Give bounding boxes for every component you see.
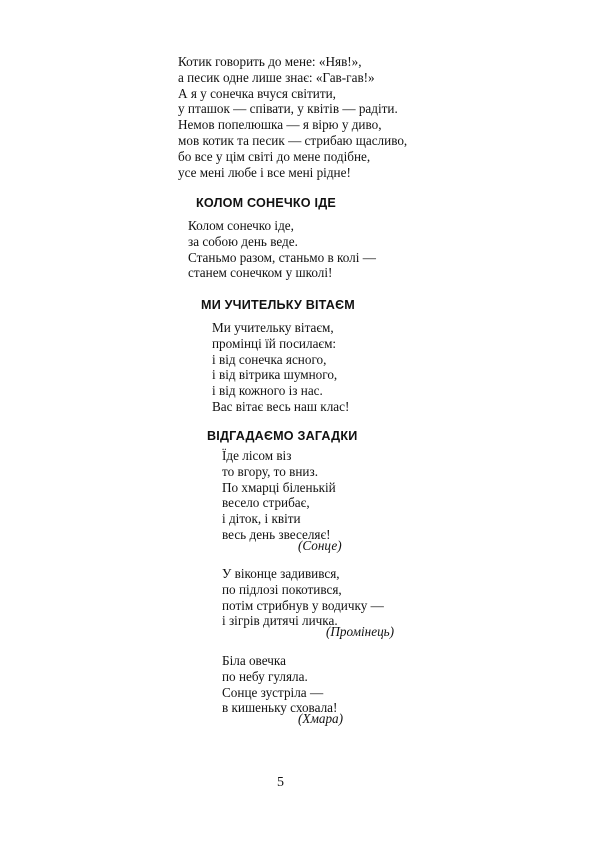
riddle-line: і зігрів дитячі личка. [222, 613, 338, 629]
sun-song-verse [188, 218, 376, 281]
poem-line: промінці їй посилаєм: [212, 335, 337, 351]
poem-line: усе мені любе і все мені рідне! [178, 164, 351, 180]
section-title-teacher-song: МИ УЧИТЕЛЬКУ ВІТАЄМ [201, 298, 355, 312]
poem-line: Ми учительку вітаєм, [212, 320, 334, 335]
section-title-riddles: ВІДГАДАЄМО ЗАГАДКИ [207, 429, 358, 443]
riddle-line: то вгору, то вниз. [222, 463, 318, 479]
riddle-line: Сонце зустріла — [222, 684, 324, 700]
poem-line: станем сонечком у школі! [188, 265, 333, 281]
riddle-line: по підлозі покотився, [222, 581, 342, 597]
riddle-3 [222, 653, 337, 716]
teacher-song-verse [212, 320, 349, 415]
riddle-line: Біла овечка [222, 653, 286, 668]
intro-poem [178, 54, 407, 180]
poem-line: і від сонечка ясного, [212, 351, 327, 367]
poem-line: у пташок — співати, у квітів — радіти. [178, 101, 398, 117]
poem-line: Вас вітає весь наш клас! [212, 398, 350, 414]
riddle-line: Їде лісом віз [222, 448, 292, 463]
riddle-answer: (Промінець) [326, 624, 395, 639]
page-number: 5 [277, 775, 284, 790]
poem-line: бо все у цім світі до мене подібне, [178, 148, 371, 164]
poem-line: мов котик та песик — стрибаю щасливо, [178, 132, 408, 148]
riddle-line: У віконце задивився, [222, 566, 340, 581]
riddle-answer: (Хмара) [298, 711, 344, 726]
riddle-1 [222, 448, 336, 543]
riddle-line: весь день звеселяє! [222, 526, 331, 542]
section-title-sun-song: КОЛОМ СОНЕЧКО ІДЕ [196, 196, 336, 210]
poem-line: і від вітрика шумного, [212, 367, 338, 383]
poem-line: Котик говорить до мене: «Няв!», [178, 54, 362, 69]
riddle-line: весело стрибає, [222, 495, 310, 511]
poem-line: А я у сонечка вчуся світити, [178, 85, 336, 101]
riddle-answer: (Сонце) [298, 538, 342, 553]
poem-line: Колом сонечко іде, [188, 218, 294, 233]
riddle-line: в кишеньку сховала! [222, 700, 338, 716]
poem-line: а песик одне лише знає: «Гав-гав!» [178, 69, 375, 85]
poem-line: за собою день веде. [188, 233, 298, 249]
riddle-line: По хмарці біленькій [222, 479, 336, 495]
poem-line: і від кожного із нас. [212, 383, 323, 399]
poem-line: Станьмо разом, станьмо в колі — [188, 249, 376, 265]
riddle-line: по небу гуляла. [222, 668, 308, 684]
poem-line: Немов попелюшка — я вірю у диво, [178, 117, 382, 133]
riddle-line: і діток, і квіти [222, 511, 301, 527]
riddle-2 [222, 566, 384, 629]
riddle-line: потім стрибнув у водичку — [222, 597, 384, 613]
